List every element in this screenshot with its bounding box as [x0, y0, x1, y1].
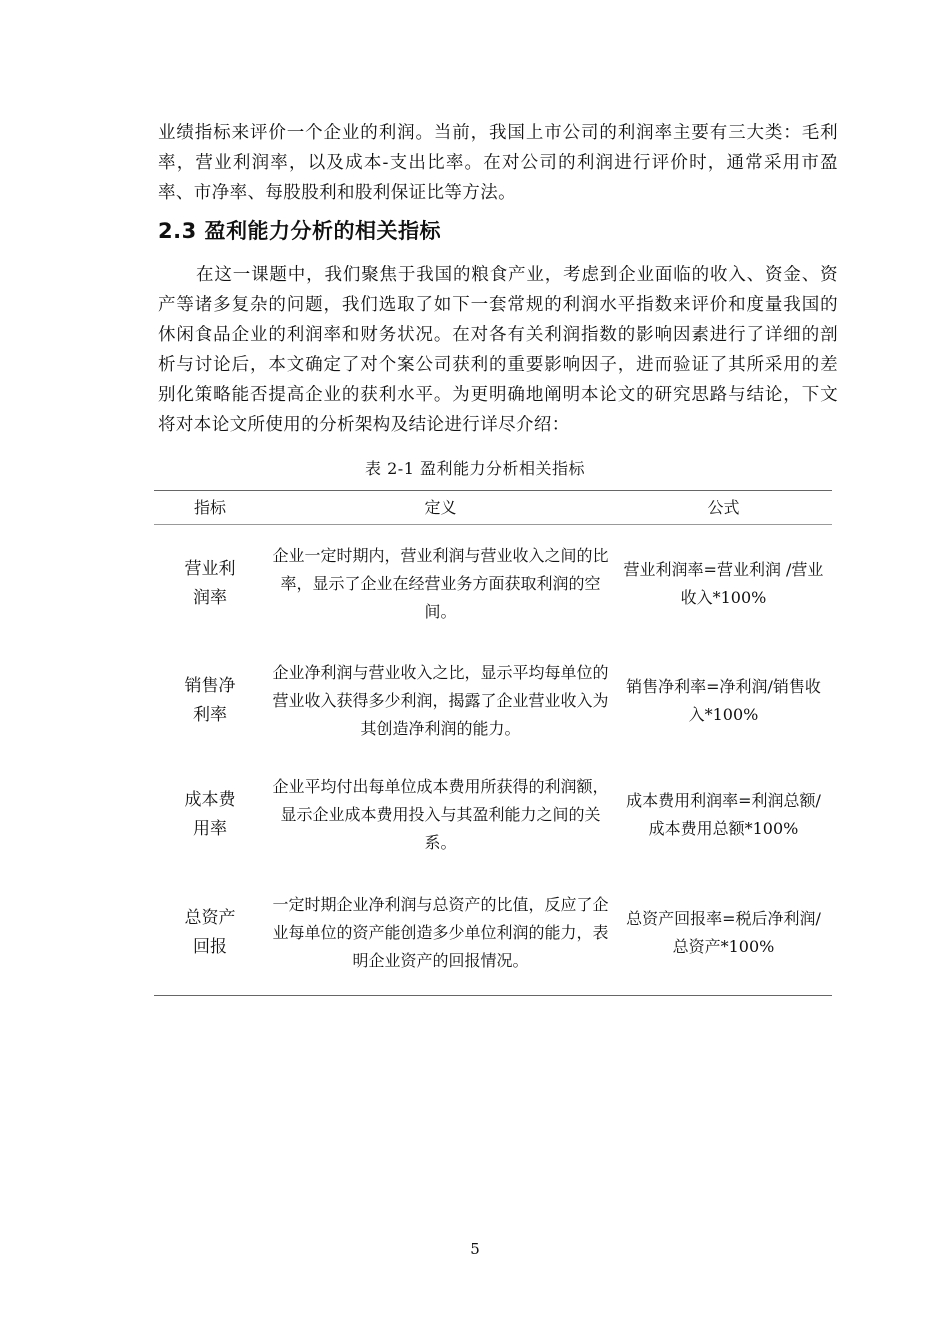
formula-cell: 成本费用利润率=利润总额/成本费用总额*100%	[626, 791, 821, 838]
table-header-row	[154, 491, 832, 525]
table-row	[154, 525, 832, 644]
column-header-definition: 定义	[424, 497, 457, 517]
indicator-cell: 成本费用率	[184, 790, 236, 839]
indicator-table	[154, 490, 832, 996]
body-paragraph: 在这一课题中，我们聚焦于我国的粮食产业，考虑到企业面临的收入、资金、资产等诸多复杂的问题，我们选取了如下一套常规的利润水平指数来评价和度量我国的休闲食品企业的利润率和财务状况。在对各有关利润指数的影响因素进行了详细的剖析与讨论后，本文确定了对个案公司获利的重要影响因子，进而验证了其所采用的差别化策略能否提高企业的获利水平。为更明确地阐明本论文的研究思路与结论，下文将对本论文所使用的分析架构及结论进行详尽介绍：	[158, 265, 838, 435]
table-caption: 表 2-1 盈利能力分析相关指标	[365, 459, 585, 478]
column-header-indicator: 指标	[193, 497, 226, 517]
definition-cell: 企业一定时期内，营业利润与营业收入之间的比率，显示了企业在经营业务方面获取利润的空间。	[272, 546, 609, 621]
table-row	[154, 759, 832, 871]
table-row	[154, 871, 832, 996]
indicator-cell: 营业利润率	[184, 559, 236, 608]
column-header-formula: 公式	[707, 497, 740, 517]
body-paragraph: 业绩指标来评价一个企业的利润。当前，我国上市公司的利润率主要有三大类：毛利率，营业利润率，以及成本-支出比率。在对公司的利润进行评价时，通常采用市盈率、市净率、每股股利和股利保证比等方法。	[158, 123, 838, 203]
definition-cell: 企业平均付出每单位成本费用所获得的利润额，显示企业成本费用投入与其盈利能力之间的关系。	[272, 777, 609, 852]
section-heading: 2.3 盈利能力分析的相关指标	[158, 219, 442, 243]
indicator-cell: 销售净利率	[184, 676, 236, 725]
formula-cell: 营业利润率=营业利润 /营业收入*100%	[623, 560, 824, 607]
page-number: 5	[470, 1240, 480, 1258]
definition-cell: 企业净利润与营业收入之比，显示平均每单位的营业收入获得多少利润，揭露了企业营业收入为其创造净利润的能力。	[272, 663, 609, 738]
formula-cell: 总资产回报率=税后净利润/总资产*100%	[626, 909, 821, 956]
formula-cell: 销售净利率=净利润/销售收入*100%	[626, 677, 821, 724]
definition-cell: 一定时期企业净利润与总资产的比值，反应了企业每单位的资产能创造多少单位利润的能力，表明企业资产的回报情况。	[272, 895, 609, 970]
indicator-cell: 总资产回报	[184, 908, 236, 957]
table-row	[154, 643, 832, 759]
